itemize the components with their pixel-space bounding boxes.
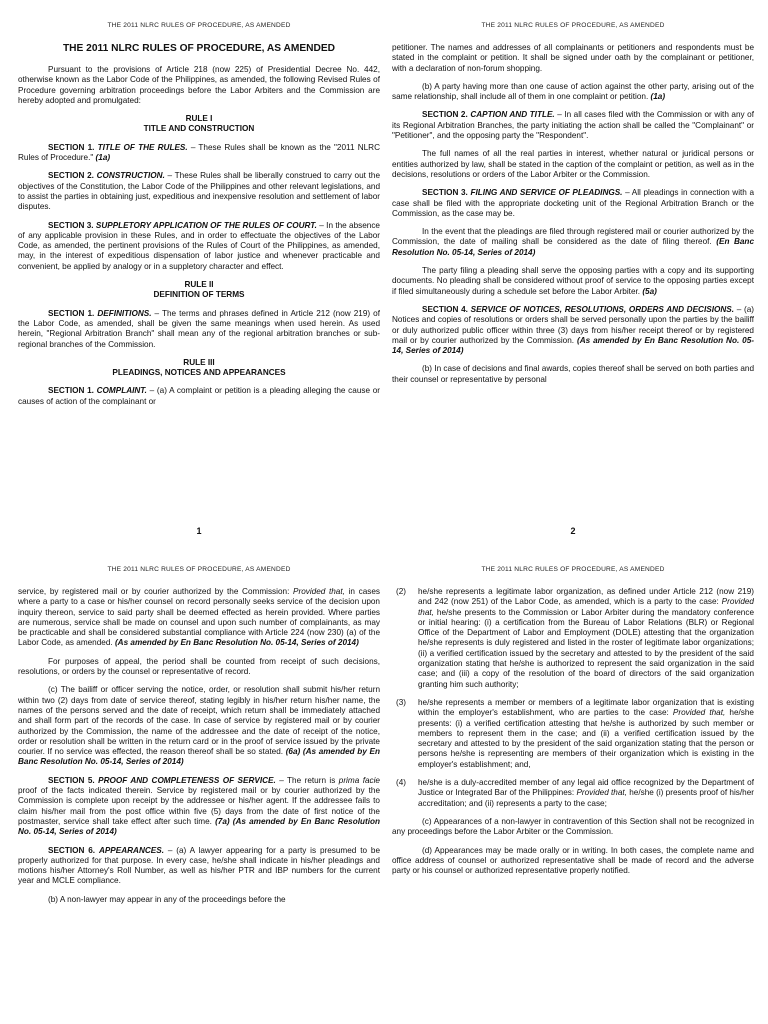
item-text: he/she is a duly-accredited member of any legal aid office recognized by the Department of Justice or Integrated Bar of the Philippines: [418, 778, 754, 798]
item-text: he/she (i) presents proof of his/her accreditation; and (ii) represents a party to the case; [418, 788, 754, 808]
running-header: THE 2011 NLRC RULES OF PROCEDURE, AS AMENDED [107, 22, 291, 29]
rule-3-section-4 [392, 305, 754, 356]
item-text: he/she represents a member or members of a legitimate labor organization that is existing within the employer's establishment, who are parties to the case: [418, 697, 754, 718]
paragraph-text: in cases where a party to a case or his/her counsel on record personally seeks service of the decision upon inquiry thereon, service to said party shall be deemed effected as herein provided. Where parties are numerous, service shall be made on counsel and upon such number of complainants, as may be practicable and shall be considered substantial compliance with Article 224 (now 230) (a) of the Labor Code, as amended. [18, 587, 380, 648]
section-title: COMPLAINT. [96, 386, 147, 396]
paragraph-text: (c) The bailiff or officer serving the notice, order, or resolution shall submit his/her return within two (2) days from date of service thereof, stating legibly in his/her return his/her name, the names of the persons served and the date of receipt, which return shall be immediately attached and shall form part of the records of the case. In case of service by registered mail or by courier authorized by the Commission, the name of the addressee and the date of receipt of the notice, order or resolution shall be written in the return card or in the proof of service issued by the private courier. If no service was effected, the reason thereof shall be so stated. [18, 685, 380, 757]
section-label: SECTION 1. [48, 386, 94, 396]
item-number: (2) [396, 587, 407, 596]
section-label: SECTION 3. [422, 188, 468, 198]
section-text: – (a) A lawyer appearing for a party is presumed to be properly authorized for that purpose. In every case, he/she shall indicate in his/her pleadings and motions his/her Attorney's Roll Number, as well as his/her PTR and IBP numbers for the current year and MCLE compliance. [18, 845, 380, 886]
amendment-note: (1a) [95, 153, 111, 163]
section-text: – (a) Notices and copies of resolutions or orders shall be served personally upon the parties by the bailiff or duly authorized public officer within three (3) days from his/her receipt thereof or by registered mail or by courier authorized by the Commission. [392, 304, 754, 345]
section-text: – These Rules shall be liberally construed to carry out the objectives of the Constitution, the Labor Code of the Philippines and other relevant legislations, and to assist the parties in obtaining just, expeditious and inexpensive resolution and settlement of labor disputes. [18, 171, 380, 212]
section-text: – In the absence of any applicable provision in these Rules, and in order to effectuate the objectives of the Labor Code, as amended, the pertinent provisions of the Rules of Court of the Philippines, as amended, may, in the interest of expeditious dispensation of labor justice and whenever practicable and convenient, be applied by analogy or in a suppletory character and effect. [18, 220, 380, 271]
item-number: (3) [396, 697, 407, 707]
paragraph-c: (c) Appearances of a non-lawyer in contravention of this Section shall not be recognized in any proceedings before the Labor Arbiter or the Commission. [392, 816, 754, 837]
section-text: – The return is [275, 775, 339, 785]
amendment-note: (5a) [642, 286, 657, 296]
amendment-note: (As amended by En Banc Resolution No. 05-14, Series of 2014) [392, 335, 754, 356]
section-text: – (a) A complaint or petition is a pleading alleging the cause or causes of action of the complainant or [18, 386, 380, 406]
section-label: SECTION 2. [422, 110, 468, 120]
emphasis-text: Provided that, [672, 708, 726, 718]
section-2-paragraph-2: The full names of all the real parties in interest, whether natural or juridical persons or entities authorized by law, shall be stated in the caption of the complaint or petition, as well as in the decisions, resolutions or orders of the Labor Arbiter or the Commission. [392, 149, 754, 179]
section-title: TITLE OF THE RULES. [97, 142, 188, 152]
amendment-note: (En Banc Resolution No. 05-14, Series of 2014) [392, 237, 754, 257]
section-title: CAPTION AND TITLE. [470, 110, 555, 120]
section-label: SECTION 5. [48, 775, 95, 785]
section-title: PROOF AND COMPLETENESS OF SERVICE. [98, 775, 276, 785]
rule-3-section-1 [18, 386, 380, 407]
section-text: – The terms and phrases defined in Article 212 (now 219) of the Labor Code, as amended, shall be given the same meanings when used herein. As used herein, "Regional Arbitration Branch" shall mean any of the regional arbitration branches or sub-regional branches of the Commission. [18, 308, 380, 349]
list-item-2 [392, 587, 754, 690]
rule-1-title: TITLE AND CONSTRUCTION [143, 124, 255, 134]
emphasis-text: Provided that, [576, 788, 627, 798]
rule-3-section-2 [392, 110, 754, 141]
rule-3-title: PLEADINGS, NOTICES AND APPEARANCES [112, 368, 286, 378]
paragraph-text: service, by registered mail or by courier authorized by the Commission: [18, 587, 294, 596]
rule-2-section-1 [18, 309, 380, 350]
page-number: 1 [196, 525, 202, 536]
section-label: SECTION 6. [48, 845, 96, 855]
rule-3-heading [18, 358, 380, 379]
item-text: he/she presents to the Commission or Labor Arbiter during the mandatory conference or initial hearing: (i) a certification from the Bureau of Labor Relations (BLR) or Regional Office of the Department of Labor and Employment (DOLE) attesting that the organization he/she represents is duly registered and listed in the roster of legitimate labor organizations; (ii) a verified certification issued by the secretary and attested to by the president of the said organization stating that he/she is authorized to represent the said organization in the said case; and (iii) a copy of the resolution of the board of directors of the said organization granting him such authority; [418, 607, 754, 689]
rule-1-heading [18, 114, 380, 135]
rule-3-section-3 [392, 188, 754, 219]
emphasis-text: Provided that, [418, 597, 754, 617]
item-text: he/she presents: (i) a verified certification attesting that he/she is authorized by such member or members to represent them in the case; and (ii) a verified certification issued by the secretary and attested to by the president of the said organization stating that the person or persons he/she is representing are members of their organization which is existing in the employer's establishment; and, [418, 708, 754, 769]
section-title: FILING AND SERVICE OF PLEADINGS. [470, 188, 623, 198]
paragraph-c [18, 685, 380, 767]
page-2 [392, 22, 754, 544]
list-item-4 [392, 778, 754, 809]
rule-1-section-1 [18, 143, 380, 164]
section-label: SECTION 1. [48, 308, 95, 318]
emphasis-text: Provided that, [293, 587, 345, 596]
emphasis-text: prima facie [338, 775, 380, 785]
section-title: SERVICE OF NOTICES, RESOLUTIONS, ORDERS AND DECISIONS. [470, 304, 735, 314]
section-title: SUPPLETORY APPLICATION OF THE RULES OF COURT. [95, 220, 317, 230]
rule-2-title: DEFINITION OF TERMS [153, 290, 245, 300]
rule-1-section-2 [18, 171, 380, 212]
continued-paragraph: petitioner. The names and addresses of all complainants or petitioners and respondents must be stated in the complaint or petition. It shall be signed under oath by the complainant or petitioner, with a declaration of non-forum shopping. [392, 43, 754, 73]
rule-2-number: RULE II [184, 280, 214, 290]
list-item-3 [392, 698, 754, 770]
item-number: (4) [396, 778, 407, 788]
amendment-note: (7a) (As amended by En Banc Resolution No. 05-14, Series of 2014) [18, 816, 380, 837]
page-number: 2 [570, 525, 576, 536]
rule-3-section-5 [18, 776, 380, 838]
section-6-paragraph-b: (b) A non-lawyer may appear in any of the proceedings before the [48, 894, 286, 904]
amendment-note: (As amended by En Banc Resolution No. 05-14, Series of 2014) [114, 638, 359, 648]
intro-paragraph: Pursuant to the provisions of Article 218 (now 225) of Presidential Decree No. 442, otherwise known as the Labor Code of the Philippines, as amended, the following Revised Rules of Procedure governing arbitration proceedings before the Labor Arbiters and the Commission are hereby adopted and promulgated: [18, 65, 380, 105]
section-text: – All pleadings in connection with a case shall be filed with the appropriate docketing unit of the Regional Arbitration Branch or the Commission, as the case may be. [392, 188, 754, 218]
amendment-note: (6a) (As amended by En Banc Resolution No. 05-14, Series of 2014) [18, 747, 380, 767]
paragraph-text: The party filing a pleading shall serve the opposing parties with a copy and its supporting documents. No pleading shall be considered without proof of service to the opposing parties except if filed simultaneously during a schedule set before the Labor Arbiter. [392, 266, 754, 296]
section-label: SECTION 4. [422, 304, 468, 314]
rule-3-section-6 [18, 846, 380, 887]
paragraph-b [392, 82, 754, 103]
rule-2-heading [18, 280, 380, 301]
page-4 [392, 566, 754, 1024]
appeal-paragraph: For purposes of appeal, the period shall be counted from receipt of such decisions, resolutions, or orders by the counsel or representative of record. [18, 656, 380, 677]
section-text: – These Rules shall be known as the "2011 NLRC Rules of Procedure." [18, 142, 380, 163]
page-3 [18, 566, 380, 1024]
paragraph-d: (d) Appearances may be made orally or in writing. In both cases, the complete name and office address of counsel or authorized representative shall be made of record and the adverse party or his counsel or authorized representative properly notified. [392, 845, 754, 876]
running-header: THE 2011 NLRC RULES OF PROCEDURE, AS AMENDED [481, 22, 665, 29]
running-header: THE 2011 NLRC RULES OF PROCEDURE, AS AMENDED [481, 566, 665, 573]
section-text: proof of the facts indicated therein. Service by registered mail or by courier authorized by the Commission is complete upon receipt by the addressee or his/her agent. If the addressee fails to claim his/her mail from the post office within five (5) days from the date of first notice of the postmaster, service shall take effect after such time. [18, 786, 380, 826]
section-title: CONSTRUCTION. [96, 171, 165, 181]
document-title: THE 2011 NLRC RULES OF PROCEDURE, AS AMENDED [62, 43, 336, 54]
section-3-paragraph-2 [392, 227, 754, 258]
page-1 [18, 22, 380, 544]
rule-1-number: RULE I [185, 114, 213, 124]
section-title: DEFINITIONS. [97, 308, 152, 318]
section-4-paragraph-b: (b) In case of decisions and final awards, copies thereof shall be served on both parties and their counsel or representative by personal [392, 364, 754, 384]
rule-1-section-3 [18, 221, 380, 272]
section-title: APPEARANCES. [98, 845, 164, 855]
section-text: – In all cases filed with the Commission or with any of its Regional Arbitration Branches, the party initiating the action shall be called the "Complainant" or "Petitioner", and the opposing party the "Respondent". [392, 110, 754, 141]
paragraph-text: In the event that the pleadings are filed through registered mail or courier authorized by the Commission, the date of mailing shall be considered as the date of filing thereof. [392, 227, 754, 247]
running-header: THE 2011 NLRC RULES OF PROCEDURE, AS AMENDED [107, 566, 291, 573]
rule-3-number: RULE III [183, 357, 215, 367]
amendment-note: (1a) [650, 92, 666, 102]
section-label: SECTION 1. [48, 142, 95, 152]
section-3-paragraph-3 [392, 266, 754, 297]
section-label: SECTION 3. [48, 220, 94, 230]
item-text: he/she represents a legitimate labor organization, as defined under Article 212 (now 219) and 242 (now 251) of the Labor Code, as amended, which is a party to the case: [418, 587, 754, 607]
section-label: SECTION 2. [48, 171, 94, 181]
paragraph-text: (b) A party having more than one cause of action against the other party, arising out of the same relationship, shall include all of them in one complaint or petition. [392, 81, 754, 102]
continued-paragraph [18, 587, 380, 649]
